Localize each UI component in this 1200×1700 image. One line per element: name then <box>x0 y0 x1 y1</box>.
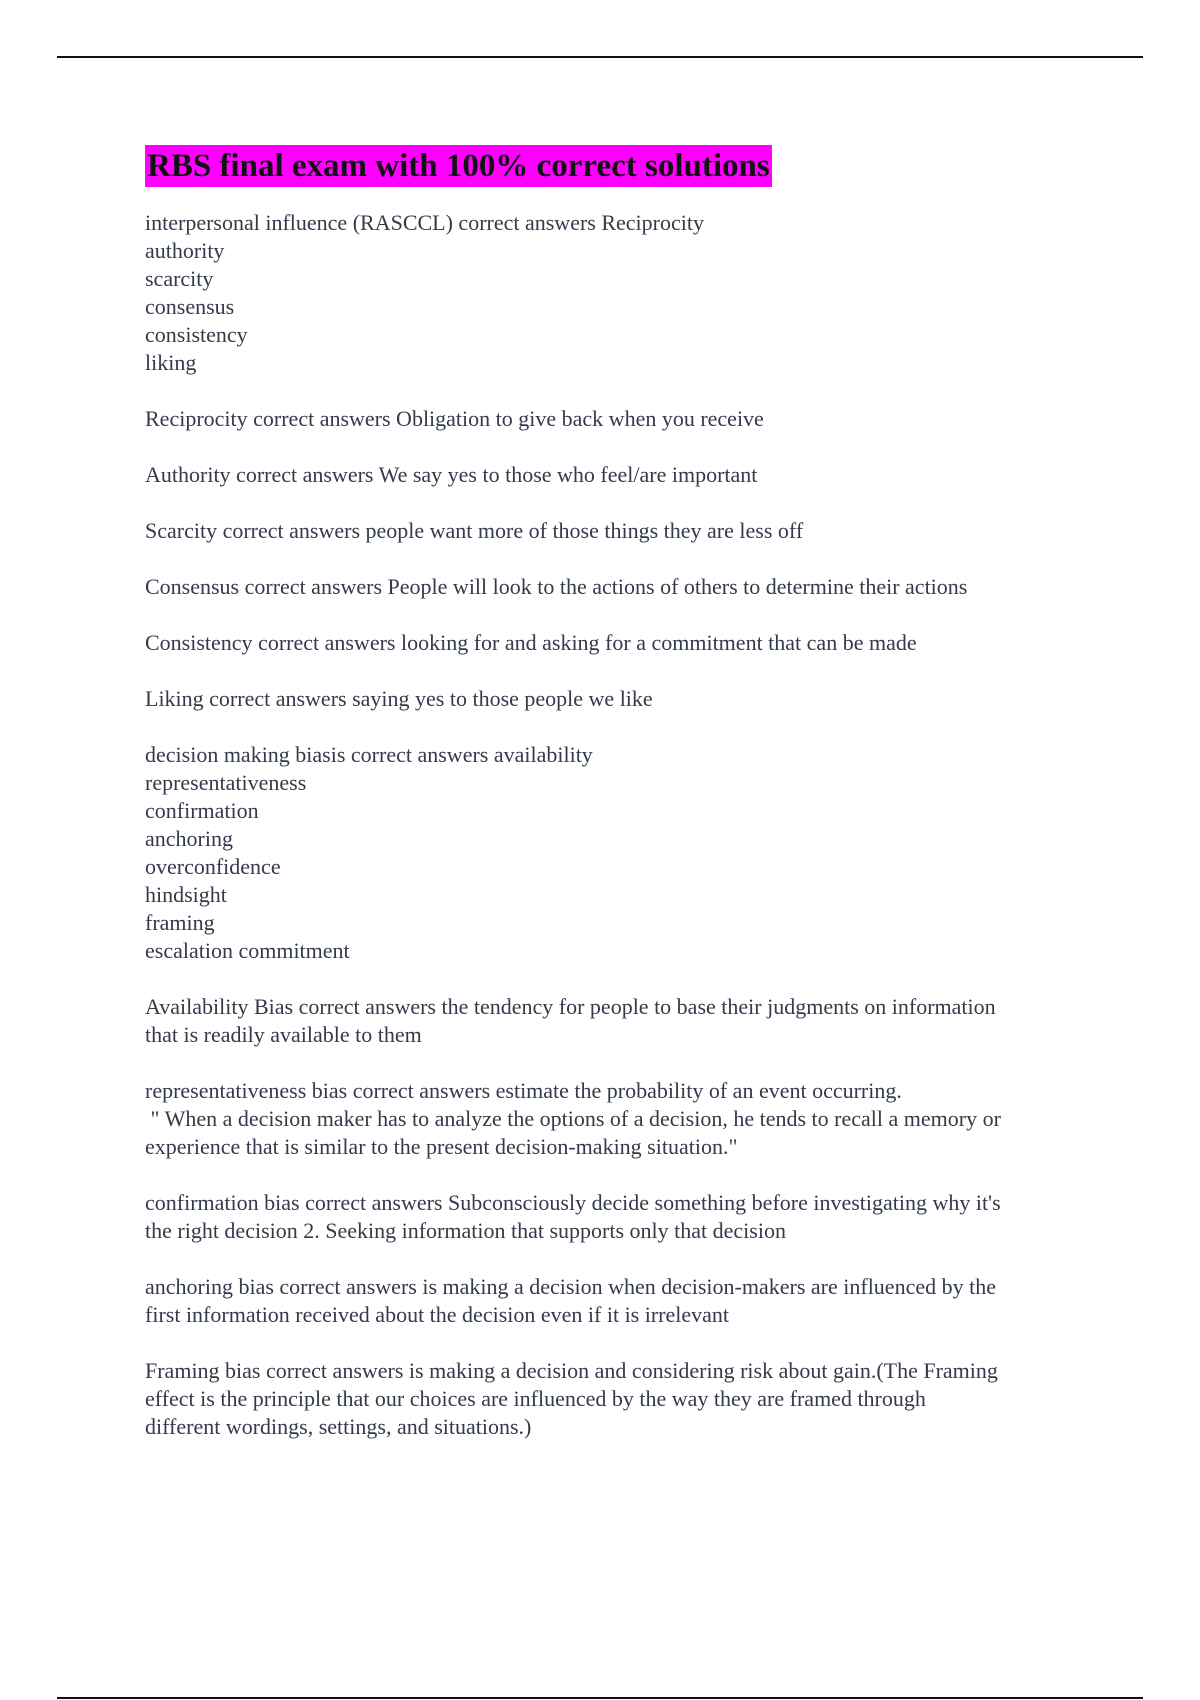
text-line: experience that is similar to the present decision-making situation." <box>145 1134 738 1159</box>
text-line: confirmation bias correct answers Subconsciously decide something before investigating why it's <box>145 1190 1001 1215</box>
text-line: Consensus correct answers People will look to the actions of others to determine their actions <box>145 574 968 599</box>
text-line: Availability Bias correct answers the tendency for people to base their judgments on information <box>145 994 996 1019</box>
text-line: escalation commitment <box>145 938 350 963</box>
text-line: consistency <box>145 322 248 347</box>
text-line: anchoring <box>145 826 233 851</box>
text-line: hindsight <box>145 882 227 907</box>
text-line: scarcity <box>145 266 214 291</box>
text-line: overconfidence <box>145 854 281 879</box>
text-line: representativeness <box>145 770 307 795</box>
document-title: RBS final exam with 100% correct solutions <box>145 145 772 187</box>
qa-block <box>145 573 1090 601</box>
top-rule <box>57 56 1143 58</box>
qa-block <box>145 741 1090 965</box>
text-line: the right decision 2. Seeking information that supports only that decision <box>145 1218 786 1243</box>
text-line: authority <box>145 238 225 263</box>
text-line: Authority correct answers We say yes to those who feel/are important <box>145 462 758 487</box>
text-line: framing <box>145 910 215 935</box>
text-line: Reciprocity correct answers Obligation to give back when you receive <box>145 406 764 431</box>
text-line: consensus <box>145 294 235 319</box>
qa-block <box>145 405 1090 433</box>
text-line: " When a decision maker has to analyze the options of a decision, he tends to recall a memory or <box>145 1106 1001 1131</box>
text-line: Liking correct answers saying yes to those people we like <box>145 686 653 711</box>
qa-block <box>145 1077 1090 1161</box>
document-content <box>145 145 1090 1469</box>
text-line: first information received about the decision even if it is irrelevant <box>145 1302 730 1327</box>
text-line: effect is the principle that our choices are influenced by the way they are framed through <box>145 1386 926 1411</box>
bottom-rule <box>57 1697 1143 1699</box>
text-line: interpersonal influence (RASCCL) correct answers Reciprocity <box>145 210 704 235</box>
text-line: liking <box>145 350 197 375</box>
text-line: that is readily available to them <box>145 1022 422 1047</box>
qa-block <box>145 1357 1090 1441</box>
text-line: anchoring bias correct answers is making a decision when decision-makers are influenced by the <box>145 1274 996 1299</box>
qa-blocks <box>145 209 1090 1441</box>
qa-block <box>145 1273 1090 1329</box>
qa-block <box>145 209 1090 377</box>
qa-block <box>145 685 1090 713</box>
text-line: representativeness bias correct answers estimate the probability of an event occurring. <box>145 1078 902 1103</box>
qa-block <box>145 629 1090 657</box>
text-line: Framing bias correct answers is making a decision and considering risk about gain.(The Framing <box>145 1358 998 1383</box>
qa-block <box>145 461 1090 489</box>
text-line: Scarcity correct answers people want more of those things they are less off <box>145 518 804 543</box>
text-line: decision making biasis correct answers availability <box>145 742 593 767</box>
qa-block <box>145 517 1090 545</box>
text-line: different wordings, settings, and situations.) <box>145 1414 532 1439</box>
text-line: confirmation <box>145 798 259 823</box>
qa-block <box>145 993 1090 1049</box>
qa-block <box>145 1189 1090 1245</box>
text-line: Consistency correct answers looking for and asking for a commitment that can be made <box>145 630 917 655</box>
